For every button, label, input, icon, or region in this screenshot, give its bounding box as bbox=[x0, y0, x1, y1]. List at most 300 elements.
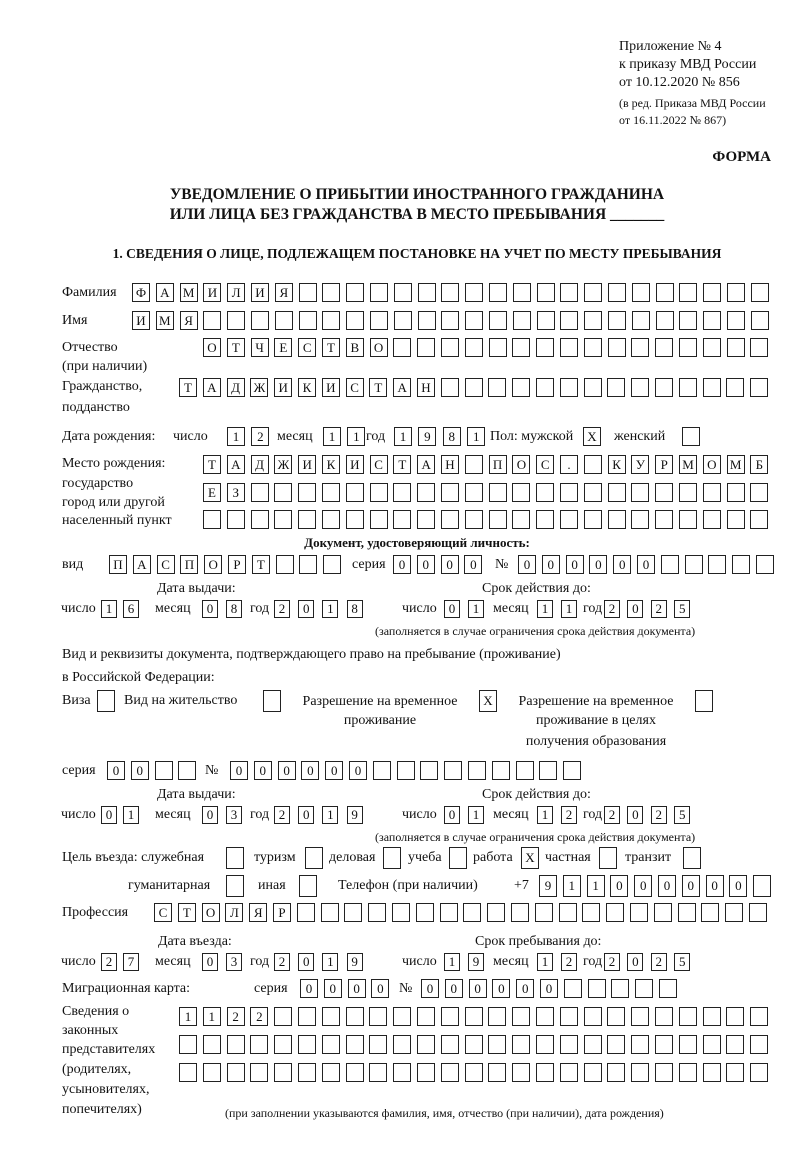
char-box[interactable] bbox=[298, 1063, 316, 1082]
char-box[interactable]: М bbox=[727, 455, 745, 474]
char-box[interactable] bbox=[297, 903, 315, 922]
char-box[interactable] bbox=[299, 311, 317, 330]
char-box[interactable]: 9 bbox=[347, 953, 363, 971]
char-box[interactable] bbox=[227, 311, 245, 330]
char-box[interactable] bbox=[703, 283, 721, 302]
checkbox[interactable]: X bbox=[479, 690, 497, 712]
char-box[interactable] bbox=[659, 979, 677, 998]
char-box[interactable]: 0 bbox=[202, 953, 218, 971]
char-box[interactable]: П bbox=[180, 555, 198, 574]
char-box[interactable] bbox=[726, 378, 744, 397]
char-box[interactable] bbox=[536, 378, 554, 397]
char-box[interactable]: 2 bbox=[274, 600, 290, 618]
char-box[interactable]: 0 bbox=[298, 806, 314, 824]
char-box[interactable]: А bbox=[203, 378, 221, 397]
char-box[interactable] bbox=[750, 1007, 768, 1026]
char-box[interactable] bbox=[536, 483, 554, 502]
char-box[interactable] bbox=[536, 1063, 554, 1082]
char-box[interactable] bbox=[564, 979, 582, 998]
char-box[interactable] bbox=[512, 378, 530, 397]
char-box[interactable] bbox=[756, 555, 774, 574]
char-box[interactable] bbox=[465, 378, 483, 397]
char-box[interactable] bbox=[346, 1035, 364, 1054]
checkbox[interactable] bbox=[299, 875, 317, 897]
char-box[interactable]: С bbox=[154, 903, 172, 922]
char-box[interactable] bbox=[416, 903, 434, 922]
char-box[interactable] bbox=[346, 483, 364, 502]
char-box[interactable]: А bbox=[227, 455, 245, 474]
char-box[interactable]: Ж bbox=[274, 455, 292, 474]
char-box[interactable] bbox=[750, 510, 768, 529]
checkbox[interactable] bbox=[682, 427, 700, 446]
char-box[interactable]: 2 bbox=[251, 427, 269, 446]
char-box[interactable]: 0 bbox=[417, 555, 435, 574]
char-box[interactable]: С bbox=[157, 555, 175, 574]
char-box[interactable] bbox=[606, 903, 624, 922]
char-box[interactable] bbox=[727, 510, 745, 529]
char-box[interactable] bbox=[274, 1063, 292, 1082]
char-box[interactable]: 9 bbox=[418, 427, 436, 446]
char-box[interactable]: Т bbox=[252, 555, 270, 574]
char-box[interactable]: 2 bbox=[274, 806, 290, 824]
char-box[interactable] bbox=[397, 761, 415, 780]
char-box[interactable] bbox=[489, 311, 507, 330]
char-box[interactable]: К bbox=[608, 455, 626, 474]
char-box[interactable]: 1 bbox=[468, 600, 484, 618]
char-box[interactable]: 0 bbox=[627, 806, 643, 824]
char-box[interactable]: 0 bbox=[589, 555, 607, 574]
char-box[interactable]: П bbox=[109, 555, 127, 574]
char-box[interactable] bbox=[726, 1035, 744, 1054]
char-box[interactable]: 0 bbox=[301, 761, 319, 780]
char-box[interactable]: 2 bbox=[561, 953, 577, 971]
char-box[interactable]: С bbox=[346, 378, 364, 397]
char-box[interactable] bbox=[661, 555, 679, 574]
char-box[interactable]: Р bbox=[228, 555, 246, 574]
char-box[interactable] bbox=[679, 1035, 697, 1054]
checkbox[interactable] bbox=[449, 847, 467, 869]
char-box[interactable]: 0 bbox=[464, 555, 482, 574]
char-box[interactable]: О bbox=[512, 455, 530, 474]
char-box[interactable] bbox=[322, 283, 340, 302]
char-box[interactable]: 0 bbox=[101, 806, 117, 824]
char-box[interactable]: 0 bbox=[634, 875, 652, 897]
char-box[interactable]: Ж bbox=[250, 378, 268, 397]
char-box[interactable] bbox=[632, 283, 650, 302]
char-box[interactable] bbox=[608, 483, 626, 502]
char-box[interactable] bbox=[679, 510, 697, 529]
char-box[interactable] bbox=[727, 483, 745, 502]
char-box[interactable]: 0 bbox=[325, 761, 343, 780]
char-box[interactable]: Я bbox=[180, 311, 198, 330]
char-box[interactable] bbox=[631, 1007, 649, 1026]
char-box[interactable] bbox=[582, 903, 600, 922]
char-box[interactable]: 1 bbox=[101, 600, 117, 618]
char-box[interactable] bbox=[322, 1035, 340, 1054]
char-box[interactable]: 0 bbox=[348, 979, 366, 998]
char-box[interactable] bbox=[584, 510, 602, 529]
char-box[interactable] bbox=[631, 510, 649, 529]
char-box[interactable] bbox=[536, 1007, 554, 1026]
char-box[interactable] bbox=[155, 761, 173, 780]
char-box[interactable]: 0 bbox=[729, 875, 747, 897]
char-box[interactable] bbox=[607, 1007, 625, 1026]
char-box[interactable] bbox=[703, 1035, 721, 1054]
char-box[interactable]: И bbox=[274, 378, 292, 397]
char-box[interactable] bbox=[227, 1035, 245, 1054]
char-box[interactable] bbox=[679, 283, 697, 302]
char-box[interactable]: А bbox=[156, 283, 174, 302]
char-box[interactable]: 0 bbox=[627, 953, 643, 971]
char-box[interactable] bbox=[631, 338, 649, 357]
char-box[interactable] bbox=[560, 1063, 578, 1082]
char-box[interactable] bbox=[679, 338, 697, 357]
char-box[interactable] bbox=[631, 483, 649, 502]
char-box[interactable] bbox=[492, 761, 510, 780]
char-box[interactable]: 0 bbox=[516, 979, 534, 998]
char-box[interactable]: 1 bbox=[322, 600, 338, 618]
char-box[interactable]: 1 bbox=[587, 875, 605, 897]
char-box[interactable] bbox=[513, 283, 531, 302]
char-box[interactable]: Е bbox=[274, 338, 292, 357]
char-box[interactable] bbox=[373, 761, 391, 780]
char-box[interactable] bbox=[559, 903, 577, 922]
char-box[interactable]: А bbox=[393, 378, 411, 397]
char-box[interactable]: 6 bbox=[123, 600, 139, 618]
char-box[interactable] bbox=[465, 311, 483, 330]
char-box[interactable] bbox=[203, 1063, 221, 1082]
char-box[interactable] bbox=[654, 903, 672, 922]
char-box[interactable]: 0 bbox=[202, 600, 218, 618]
char-box[interactable]: 0 bbox=[627, 600, 643, 618]
char-box[interactable] bbox=[465, 510, 483, 529]
char-box[interactable]: 1 bbox=[227, 427, 245, 446]
char-box[interactable] bbox=[630, 903, 648, 922]
char-box[interactable] bbox=[299, 555, 317, 574]
char-box[interactable] bbox=[322, 510, 340, 529]
checkbox[interactable] bbox=[599, 847, 617, 869]
char-box[interactable]: 0 bbox=[540, 979, 558, 998]
char-box[interactable] bbox=[751, 283, 769, 302]
char-box[interactable]: К bbox=[322, 455, 340, 474]
char-box[interactable] bbox=[417, 483, 435, 502]
char-box[interactable] bbox=[489, 283, 507, 302]
char-box[interactable]: 0 bbox=[469, 979, 487, 998]
checkbox[interactable] bbox=[226, 875, 244, 897]
char-box[interactable]: М bbox=[180, 283, 198, 302]
char-box[interactable] bbox=[631, 378, 649, 397]
char-box[interactable] bbox=[274, 483, 292, 502]
char-box[interactable]: 2 bbox=[651, 806, 667, 824]
char-box[interactable] bbox=[535, 903, 553, 922]
char-box[interactable] bbox=[394, 283, 412, 302]
char-box[interactable] bbox=[607, 1035, 625, 1054]
char-box[interactable]: 9 bbox=[468, 953, 484, 971]
checkbox[interactable] bbox=[383, 847, 401, 869]
char-box[interactable] bbox=[516, 761, 534, 780]
char-box[interactable] bbox=[511, 903, 529, 922]
char-box[interactable]: Н bbox=[441, 455, 459, 474]
char-box[interactable] bbox=[539, 761, 557, 780]
char-box[interactable]: 0 bbox=[658, 875, 676, 897]
char-box[interactable]: 0 bbox=[298, 953, 314, 971]
checkbox[interactable] bbox=[97, 690, 115, 712]
char-box[interactable]: Б bbox=[750, 455, 768, 474]
char-box[interactable] bbox=[703, 338, 721, 357]
char-box[interactable] bbox=[441, 483, 459, 502]
char-box[interactable]: . bbox=[560, 455, 578, 474]
char-box[interactable] bbox=[685, 555, 703, 574]
char-box[interactable] bbox=[703, 1063, 721, 1082]
char-box[interactable] bbox=[418, 283, 436, 302]
char-box[interactable] bbox=[203, 311, 221, 330]
char-box[interactable]: 2 bbox=[651, 953, 667, 971]
char-box[interactable] bbox=[560, 311, 578, 330]
char-box[interactable] bbox=[753, 875, 771, 897]
char-box[interactable] bbox=[179, 1035, 197, 1054]
char-box[interactable]: Т bbox=[322, 338, 340, 357]
char-box[interactable] bbox=[679, 1007, 697, 1026]
char-box[interactable]: О bbox=[202, 903, 220, 922]
char-box[interactable] bbox=[679, 378, 697, 397]
char-box[interactable]: 1 bbox=[537, 600, 553, 618]
char-box[interactable] bbox=[584, 1007, 602, 1026]
char-box[interactable] bbox=[588, 979, 606, 998]
char-box[interactable]: 0 bbox=[349, 761, 367, 780]
char-box[interactable] bbox=[656, 283, 674, 302]
char-box[interactable]: З bbox=[227, 483, 245, 502]
char-box[interactable]: 1 bbox=[467, 427, 485, 446]
checkbox[interactable]: X bbox=[583, 427, 601, 446]
char-box[interactable] bbox=[203, 1035, 221, 1054]
char-box[interactable]: 3 bbox=[226, 953, 242, 971]
char-box[interactable]: Т bbox=[227, 338, 245, 357]
char-box[interactable] bbox=[678, 903, 696, 922]
char-box[interactable] bbox=[465, 1063, 483, 1082]
char-box[interactable] bbox=[703, 311, 721, 330]
char-box[interactable] bbox=[441, 510, 459, 529]
char-box[interactable]: 0 bbox=[613, 555, 631, 574]
char-box[interactable] bbox=[655, 1035, 673, 1054]
char-box[interactable] bbox=[608, 311, 626, 330]
char-box[interactable] bbox=[679, 483, 697, 502]
char-box[interactable]: 0 bbox=[444, 806, 460, 824]
char-box[interactable] bbox=[584, 1063, 602, 1082]
char-box[interactable] bbox=[560, 1035, 578, 1054]
char-box[interactable]: 2 bbox=[250, 1007, 268, 1026]
char-box[interactable] bbox=[393, 1035, 411, 1054]
char-box[interactable] bbox=[346, 510, 364, 529]
char-box[interactable]: Д bbox=[227, 378, 245, 397]
char-box[interactable]: О bbox=[370, 338, 388, 357]
checkbox[interactable] bbox=[263, 690, 281, 712]
char-box[interactable] bbox=[560, 378, 578, 397]
char-box[interactable]: М bbox=[679, 455, 697, 474]
char-box[interactable] bbox=[726, 1063, 744, 1082]
char-box[interactable] bbox=[417, 1035, 435, 1054]
char-box[interactable] bbox=[560, 510, 578, 529]
char-box[interactable] bbox=[251, 311, 269, 330]
char-box[interactable] bbox=[369, 1035, 387, 1054]
char-box[interactable]: 0 bbox=[254, 761, 272, 780]
char-box[interactable] bbox=[749, 903, 767, 922]
char-box[interactable] bbox=[417, 510, 435, 529]
char-box[interactable] bbox=[560, 283, 578, 302]
char-box[interactable] bbox=[346, 1007, 364, 1026]
char-box[interactable] bbox=[298, 1035, 316, 1054]
char-box[interactable]: 5 bbox=[674, 600, 690, 618]
char-box[interactable]: 0 bbox=[371, 979, 389, 998]
char-box[interactable] bbox=[560, 1007, 578, 1026]
char-box[interactable]: 1 bbox=[537, 953, 553, 971]
char-box[interactable] bbox=[584, 283, 602, 302]
char-box[interactable] bbox=[512, 338, 530, 357]
char-box[interactable] bbox=[512, 1007, 530, 1026]
char-box[interactable] bbox=[488, 1035, 506, 1054]
char-box[interactable]: 1 bbox=[444, 953, 460, 971]
char-box[interactable]: 2 bbox=[604, 953, 620, 971]
char-box[interactable] bbox=[322, 1063, 340, 1082]
char-box[interactable] bbox=[608, 338, 626, 357]
char-box[interactable] bbox=[725, 903, 743, 922]
char-box[interactable]: 1 bbox=[394, 427, 412, 446]
char-box[interactable] bbox=[708, 555, 726, 574]
char-box[interactable] bbox=[346, 311, 364, 330]
char-box[interactable]: 9 bbox=[539, 875, 557, 897]
char-box[interactable] bbox=[298, 483, 316, 502]
char-box[interactable]: 1 bbox=[322, 953, 338, 971]
char-box[interactable] bbox=[392, 903, 410, 922]
char-box[interactable] bbox=[727, 283, 745, 302]
char-box[interactable] bbox=[393, 1007, 411, 1026]
char-box[interactable]: И bbox=[298, 455, 316, 474]
char-box[interactable] bbox=[608, 283, 626, 302]
char-box[interactable] bbox=[584, 455, 602, 474]
char-box[interactable] bbox=[368, 903, 386, 922]
char-box[interactable] bbox=[701, 903, 719, 922]
char-box[interactable]: 0 bbox=[230, 761, 248, 780]
char-box[interactable] bbox=[393, 338, 411, 357]
char-box[interactable] bbox=[275, 311, 293, 330]
char-box[interactable]: И bbox=[346, 455, 364, 474]
char-box[interactable] bbox=[441, 378, 459, 397]
char-box[interactable]: С bbox=[536, 455, 554, 474]
char-box[interactable]: 8 bbox=[347, 600, 363, 618]
char-box[interactable] bbox=[584, 1035, 602, 1054]
char-box[interactable] bbox=[750, 483, 768, 502]
char-box[interactable] bbox=[584, 378, 602, 397]
char-box[interactable] bbox=[251, 483, 269, 502]
char-box[interactable] bbox=[584, 338, 602, 357]
char-box[interactable]: С bbox=[298, 338, 316, 357]
char-box[interactable]: 0 bbox=[131, 761, 149, 780]
char-box[interactable] bbox=[178, 761, 196, 780]
char-box[interactable] bbox=[489, 483, 507, 502]
char-box[interactable]: Т bbox=[369, 378, 387, 397]
char-box[interactable]: 0 bbox=[706, 875, 724, 897]
char-box[interactable]: 0 bbox=[107, 761, 125, 780]
char-box[interactable]: 0 bbox=[492, 979, 510, 998]
char-box[interactable]: 9 bbox=[347, 806, 363, 824]
char-box[interactable]: Л bbox=[227, 283, 245, 302]
char-box[interactable] bbox=[489, 338, 507, 357]
char-box[interactable] bbox=[751, 311, 769, 330]
char-box[interactable]: О bbox=[203, 338, 221, 357]
char-box[interactable] bbox=[465, 483, 483, 502]
char-box[interactable] bbox=[560, 338, 578, 357]
char-box[interactable] bbox=[655, 338, 673, 357]
char-box[interactable]: 0 bbox=[542, 555, 560, 574]
char-box[interactable] bbox=[512, 1063, 530, 1082]
char-box[interactable]: 2 bbox=[604, 806, 620, 824]
char-box[interactable]: Я bbox=[249, 903, 267, 922]
char-box[interactable]: У bbox=[631, 455, 649, 474]
char-box[interactable] bbox=[465, 455, 483, 474]
char-box[interactable]: 8 bbox=[226, 600, 242, 618]
char-box[interactable] bbox=[635, 979, 653, 998]
char-box[interactable] bbox=[394, 311, 412, 330]
char-box[interactable] bbox=[513, 311, 531, 330]
char-box[interactable]: 2 bbox=[561, 806, 577, 824]
char-box[interactable]: Л bbox=[225, 903, 243, 922]
char-box[interactable] bbox=[179, 1063, 197, 1082]
char-box[interactable]: 0 bbox=[421, 979, 439, 998]
char-box[interactable] bbox=[227, 1063, 245, 1082]
char-box[interactable] bbox=[703, 510, 721, 529]
char-box[interactable] bbox=[370, 311, 388, 330]
char-box[interactable] bbox=[607, 1063, 625, 1082]
char-box[interactable] bbox=[536, 1035, 554, 1054]
char-box[interactable]: Ф bbox=[132, 283, 150, 302]
char-box[interactable] bbox=[274, 1007, 292, 1026]
char-box[interactable]: И bbox=[322, 378, 340, 397]
char-box[interactable] bbox=[369, 1063, 387, 1082]
checkbox[interactable] bbox=[683, 847, 701, 869]
char-box[interactable] bbox=[441, 338, 459, 357]
char-box[interactable] bbox=[444, 761, 462, 780]
char-box[interactable]: И bbox=[132, 311, 150, 330]
char-box[interactable] bbox=[655, 1007, 673, 1026]
char-box[interactable]: Т bbox=[203, 455, 221, 474]
char-box[interactable] bbox=[679, 311, 697, 330]
char-box[interactable] bbox=[537, 283, 555, 302]
char-box[interactable] bbox=[276, 555, 294, 574]
char-box[interactable]: Р bbox=[655, 455, 673, 474]
char-box[interactable]: 1 bbox=[203, 1007, 221, 1026]
char-box[interactable] bbox=[512, 510, 530, 529]
char-box[interactable] bbox=[344, 903, 362, 922]
char-box[interactable] bbox=[703, 483, 721, 502]
char-box[interactable]: 1 bbox=[323, 427, 341, 446]
char-box[interactable]: Н bbox=[417, 378, 435, 397]
char-box[interactable]: 1 bbox=[561, 600, 577, 618]
char-box[interactable] bbox=[679, 1063, 697, 1082]
char-box[interactable] bbox=[370, 283, 388, 302]
char-box[interactable] bbox=[750, 1035, 768, 1054]
char-box[interactable] bbox=[468, 761, 486, 780]
char-box[interactable] bbox=[655, 483, 673, 502]
char-box[interactable] bbox=[251, 510, 269, 529]
char-box[interactable] bbox=[611, 979, 629, 998]
char-box[interactable] bbox=[512, 1035, 530, 1054]
char-box[interactable] bbox=[441, 1063, 459, 1082]
char-box[interactable] bbox=[346, 283, 364, 302]
char-box[interactable]: 0 bbox=[566, 555, 584, 574]
char-box[interactable] bbox=[250, 1063, 268, 1082]
char-box[interactable] bbox=[536, 338, 554, 357]
char-box[interactable] bbox=[370, 483, 388, 502]
char-box[interactable] bbox=[441, 1007, 459, 1026]
